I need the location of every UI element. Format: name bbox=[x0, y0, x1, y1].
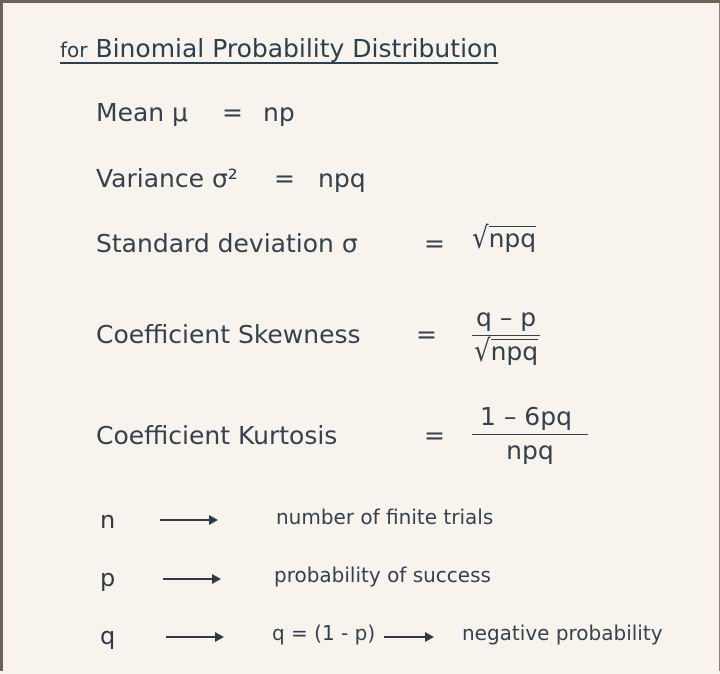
std-label: Standard deviation σ bbox=[96, 229, 358, 258]
kurtosis-denominator: npq bbox=[506, 436, 554, 465]
title-prefix: for bbox=[60, 38, 88, 62]
arrow-right-icon bbox=[166, 636, 222, 638]
std-radicand: npq bbox=[488, 224, 537, 253]
variance-value: npq bbox=[318, 164, 366, 193]
arrow-right-icon bbox=[163, 578, 219, 580]
legend-symbol-n: n bbox=[100, 506, 116, 534]
std-equals: = bbox=[424, 229, 445, 258]
legend-symbol-q: q bbox=[100, 622, 116, 650]
sqrt-icon: √ bbox=[472, 221, 489, 257]
skewness-value bbox=[472, 303, 540, 370]
title-main: Binomial Probability Distribution bbox=[95, 34, 499, 63]
mean-equals: = bbox=[222, 98, 243, 127]
skewness-equals: = bbox=[416, 320, 437, 349]
sqrt-icon: √ bbox=[473, 334, 491, 370]
kurtosis-numerator: 1 – 6pq bbox=[472, 402, 588, 435]
skewness-numerator: q – p bbox=[472, 303, 540, 336]
kurtosis-equals: = bbox=[424, 421, 445, 450]
skewness-radicand: npq bbox=[490, 337, 539, 366]
variance-equals: = bbox=[274, 164, 295, 193]
variance-label: Variance σ² bbox=[96, 164, 238, 193]
legend-desc-n: number of finite trials bbox=[276, 505, 494, 529]
kurtosis-value bbox=[472, 402, 588, 466]
std-value bbox=[472, 221, 537, 257]
mean-value: np bbox=[263, 98, 295, 127]
skewness-label: Coefficient Skewness bbox=[96, 320, 361, 349]
legend-symbol-p: p bbox=[100, 564, 116, 592]
legend-relation-q: q = (1 - p) bbox=[272, 621, 376, 645]
page-title bbox=[60, 34, 498, 63]
mean-label: Mean μ bbox=[96, 98, 188, 127]
kurtosis-label: Coefficient Kurtosis bbox=[96, 421, 338, 450]
arrow-right-icon bbox=[384, 636, 432, 638]
legend-desc-q: negative probability bbox=[462, 621, 663, 645]
legend-desc-p: probability of success bbox=[274, 563, 491, 587]
arrow-right-icon bbox=[160, 519, 216, 521]
